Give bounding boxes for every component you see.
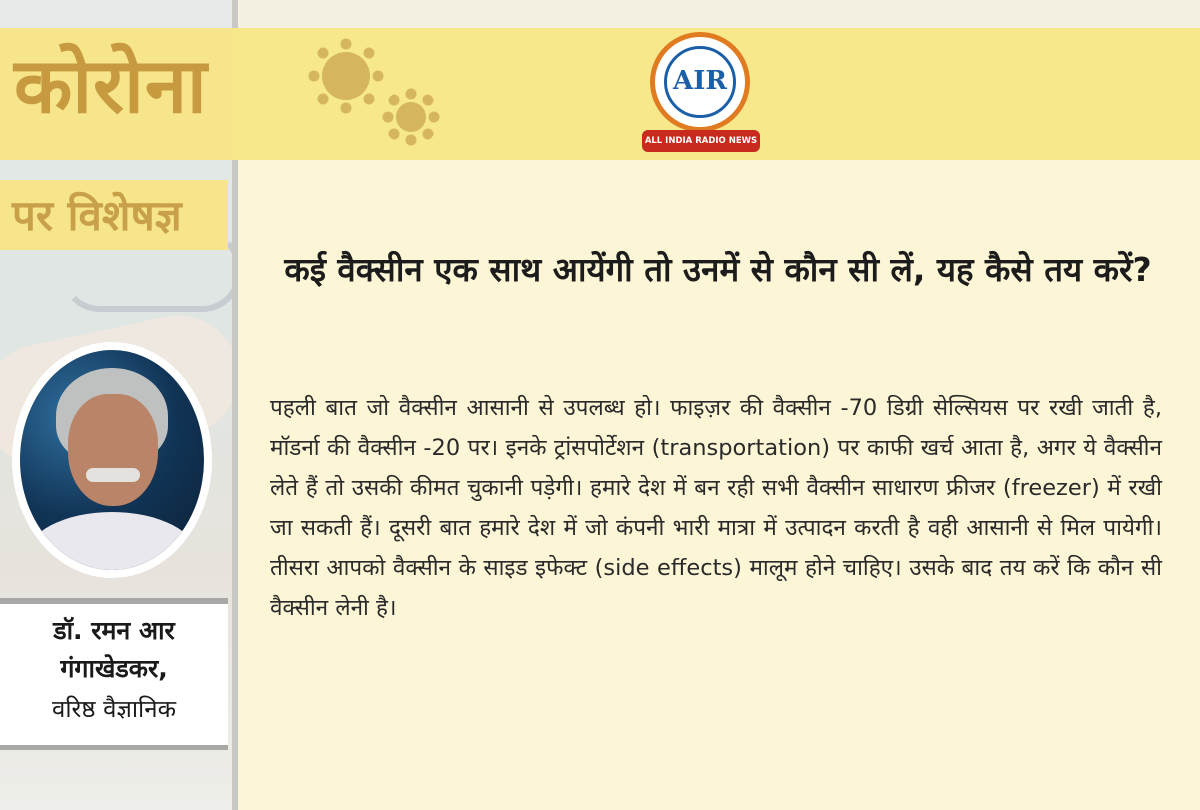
header-subtitle: पर विशेषज्ञ	[12, 191, 182, 240]
question-heading: कई वैक्सीन एक साथ आयेंगी तो उनमें से कौन सी लें, यह कैसे तय करें?	[284, 250, 1152, 289]
logo-mark: AIR	[673, 66, 727, 96]
portrait-image	[20, 350, 204, 570]
virus-icon	[322, 52, 370, 100]
namecard-bottom-bar	[0, 745, 228, 750]
portrait-face	[68, 394, 158, 506]
portrait-shirt	[26, 512, 198, 570]
namecard-top-bar	[0, 598, 228, 604]
expert-namecard	[0, 598, 228, 750]
expert-name: डॉ. रमन आर गंगाखेडकर,	[53, 616, 175, 683]
answer-text: पहली बात जो वैक्सीन आसानी से उपलब्ध हो। फाइज़र की वैक्सीन -70 डिग्री सेल्सियस पर रखी जाती है, मॉडर्ना की वैक्सीन -20 पर। इनके ट्रांसपोर्टेशन (transportation) पर काफी खर्च आता है, अगर ये वैक्सीन लेते हैं तो उसकी कीमत चुकानी पड़ेगी। हमारे देश में बन रही सभी वैक्सीन साधारण फ्रीजर (freezer) में रखी जा सकती हैं। दूसरी बात हमारे देश में जो कंपनी भारी मात्रा में उत्पादन करती है वही आसानी से मिल पायेगी। तीसरा आपको वैक्सीन के साइड इफेक्ट (side effects) मालूम होने चाहिए। उसके बाद तय करें कि कौन सी वैक्सीन लेनी है।	[270, 395, 1162, 621]
virus-icon-small	[396, 102, 426, 132]
panel-top-strip	[238, 0, 1200, 28]
air-news-logo	[642, 32, 760, 156]
portrait-mustache	[86, 468, 140, 482]
header-title: कोरोना	[14, 41, 208, 130]
expert-role: वरिष्ठ वैज्ञानिक	[51, 695, 177, 723]
expert-portrait	[12, 342, 212, 578]
logo-caption: ALL INDIA RADIO NEWS	[642, 130, 760, 152]
